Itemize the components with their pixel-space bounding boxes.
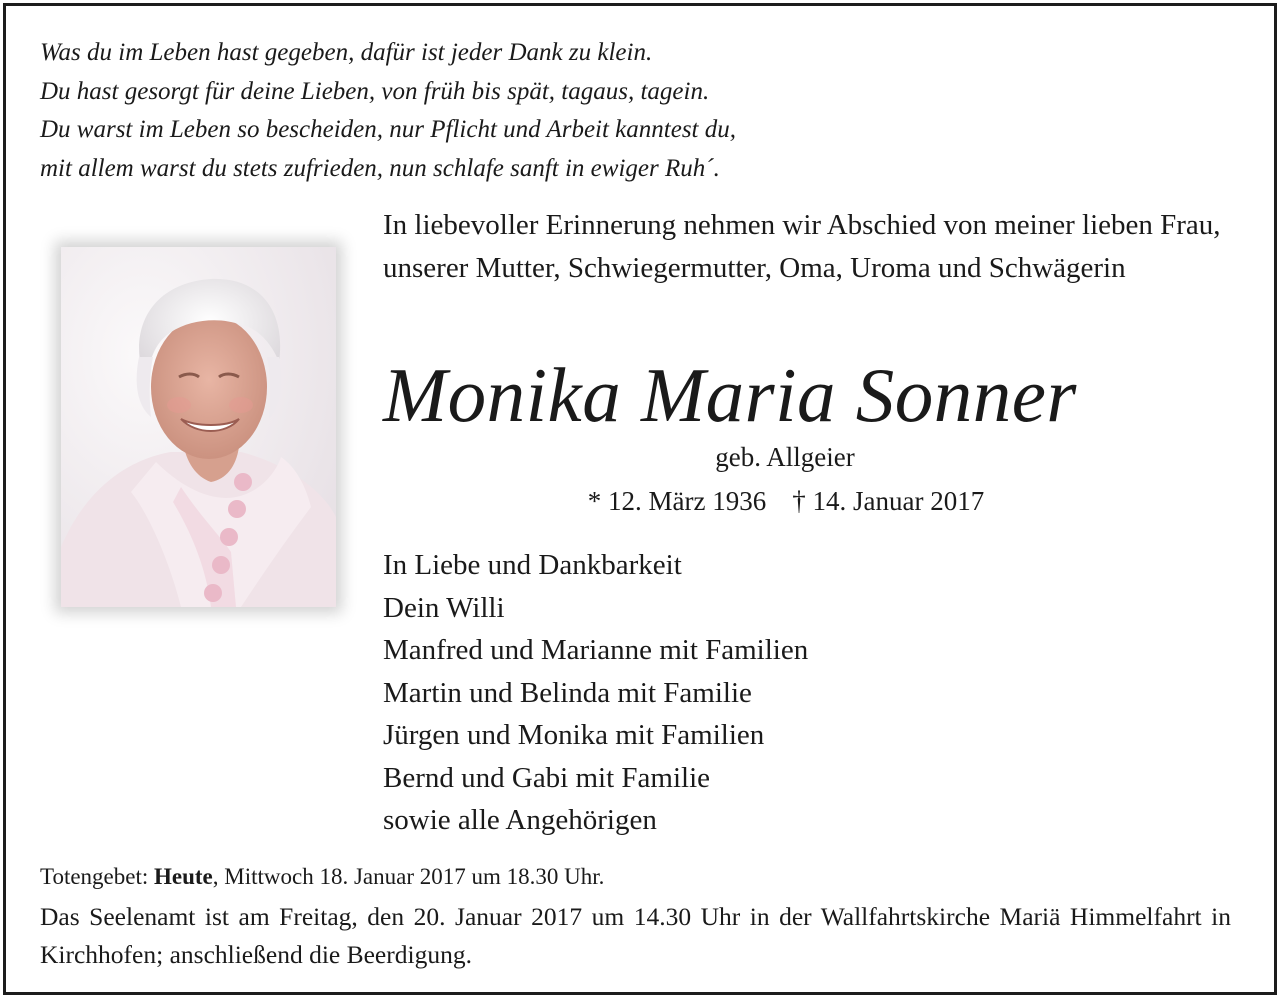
poem-line: mit allem warst du stets zufrieden, nun schlafe sanft in ewiger Ruh´. <box>40 154 720 182</box>
farewell-intro: In liebevoller Erinnerung nehmen wir Abschied von meiner lieben Frau, unserer Mutter, Schwiegermutter, Oma, Uroma und Schwägerin <box>383 209 1221 284</box>
mourner-line: Jürgen und Monika mit Familien <box>383 719 765 751</box>
mourner-line: Martin und Belinda mit Familie <box>383 676 752 709</box>
prayer-label: Totengebet: <box>40 864 149 889</box>
deceased-name: Monika Maria Sonner <box>383 352 1077 438</box>
mourner-line: In Liebe und Dankbarkeit <box>383 549 682 581</box>
poem-line: Was du im Leben hast gegeben, dafür ist jeder Dank zu klein. <box>40 39 653 66</box>
mourner-line: Manfred und Marianne mit Familien <box>383 634 809 666</box>
maiden-name: geb. Allgeier <box>715 442 855 472</box>
requiem-notice: Das Seelenamt ist am Freitag, den 20. Januar 2017 um 14.30 Uhr in der Wallfahrtskirche Mariä Himmelfahrt in Kirchhofen; anschließend die Beerdigung. <box>40 902 1231 969</box>
mourner-line: sowie alle Angehörigen <box>383 804 657 836</box>
memorial-poem <box>40 34 736 188</box>
poem-line: Du hast gesorgt für deine Lieben, von früh bis spät, tagaus, tagein. <box>40 77 710 105</box>
portrait-illustration <box>61 247 336 607</box>
prayer-notice <box>40 860 604 894</box>
birth-date: * 12. März 1936 <box>587 486 767 516</box>
mourners-list <box>383 544 808 842</box>
mourner-line: Bernd und Gabi mit Familie <box>383 761 711 794</box>
obituary-frame <box>3 3 1277 995</box>
prayer-time: , Mittwoch 18. Januar 2017 um 18.30 Uhr. <box>212 864 605 889</box>
portrait-photo <box>61 247 336 607</box>
poem-line: Du warst im Leben so bescheiden, nur Pflicht und Arbeit kanntest du, <box>40 116 736 143</box>
life-dates <box>466 482 1106 520</box>
death-date: † 14. Januar 2017 <box>792 486 985 516</box>
mourner-line: Dein Willi <box>383 591 505 624</box>
prayer-day: Heute <box>154 864 213 889</box>
